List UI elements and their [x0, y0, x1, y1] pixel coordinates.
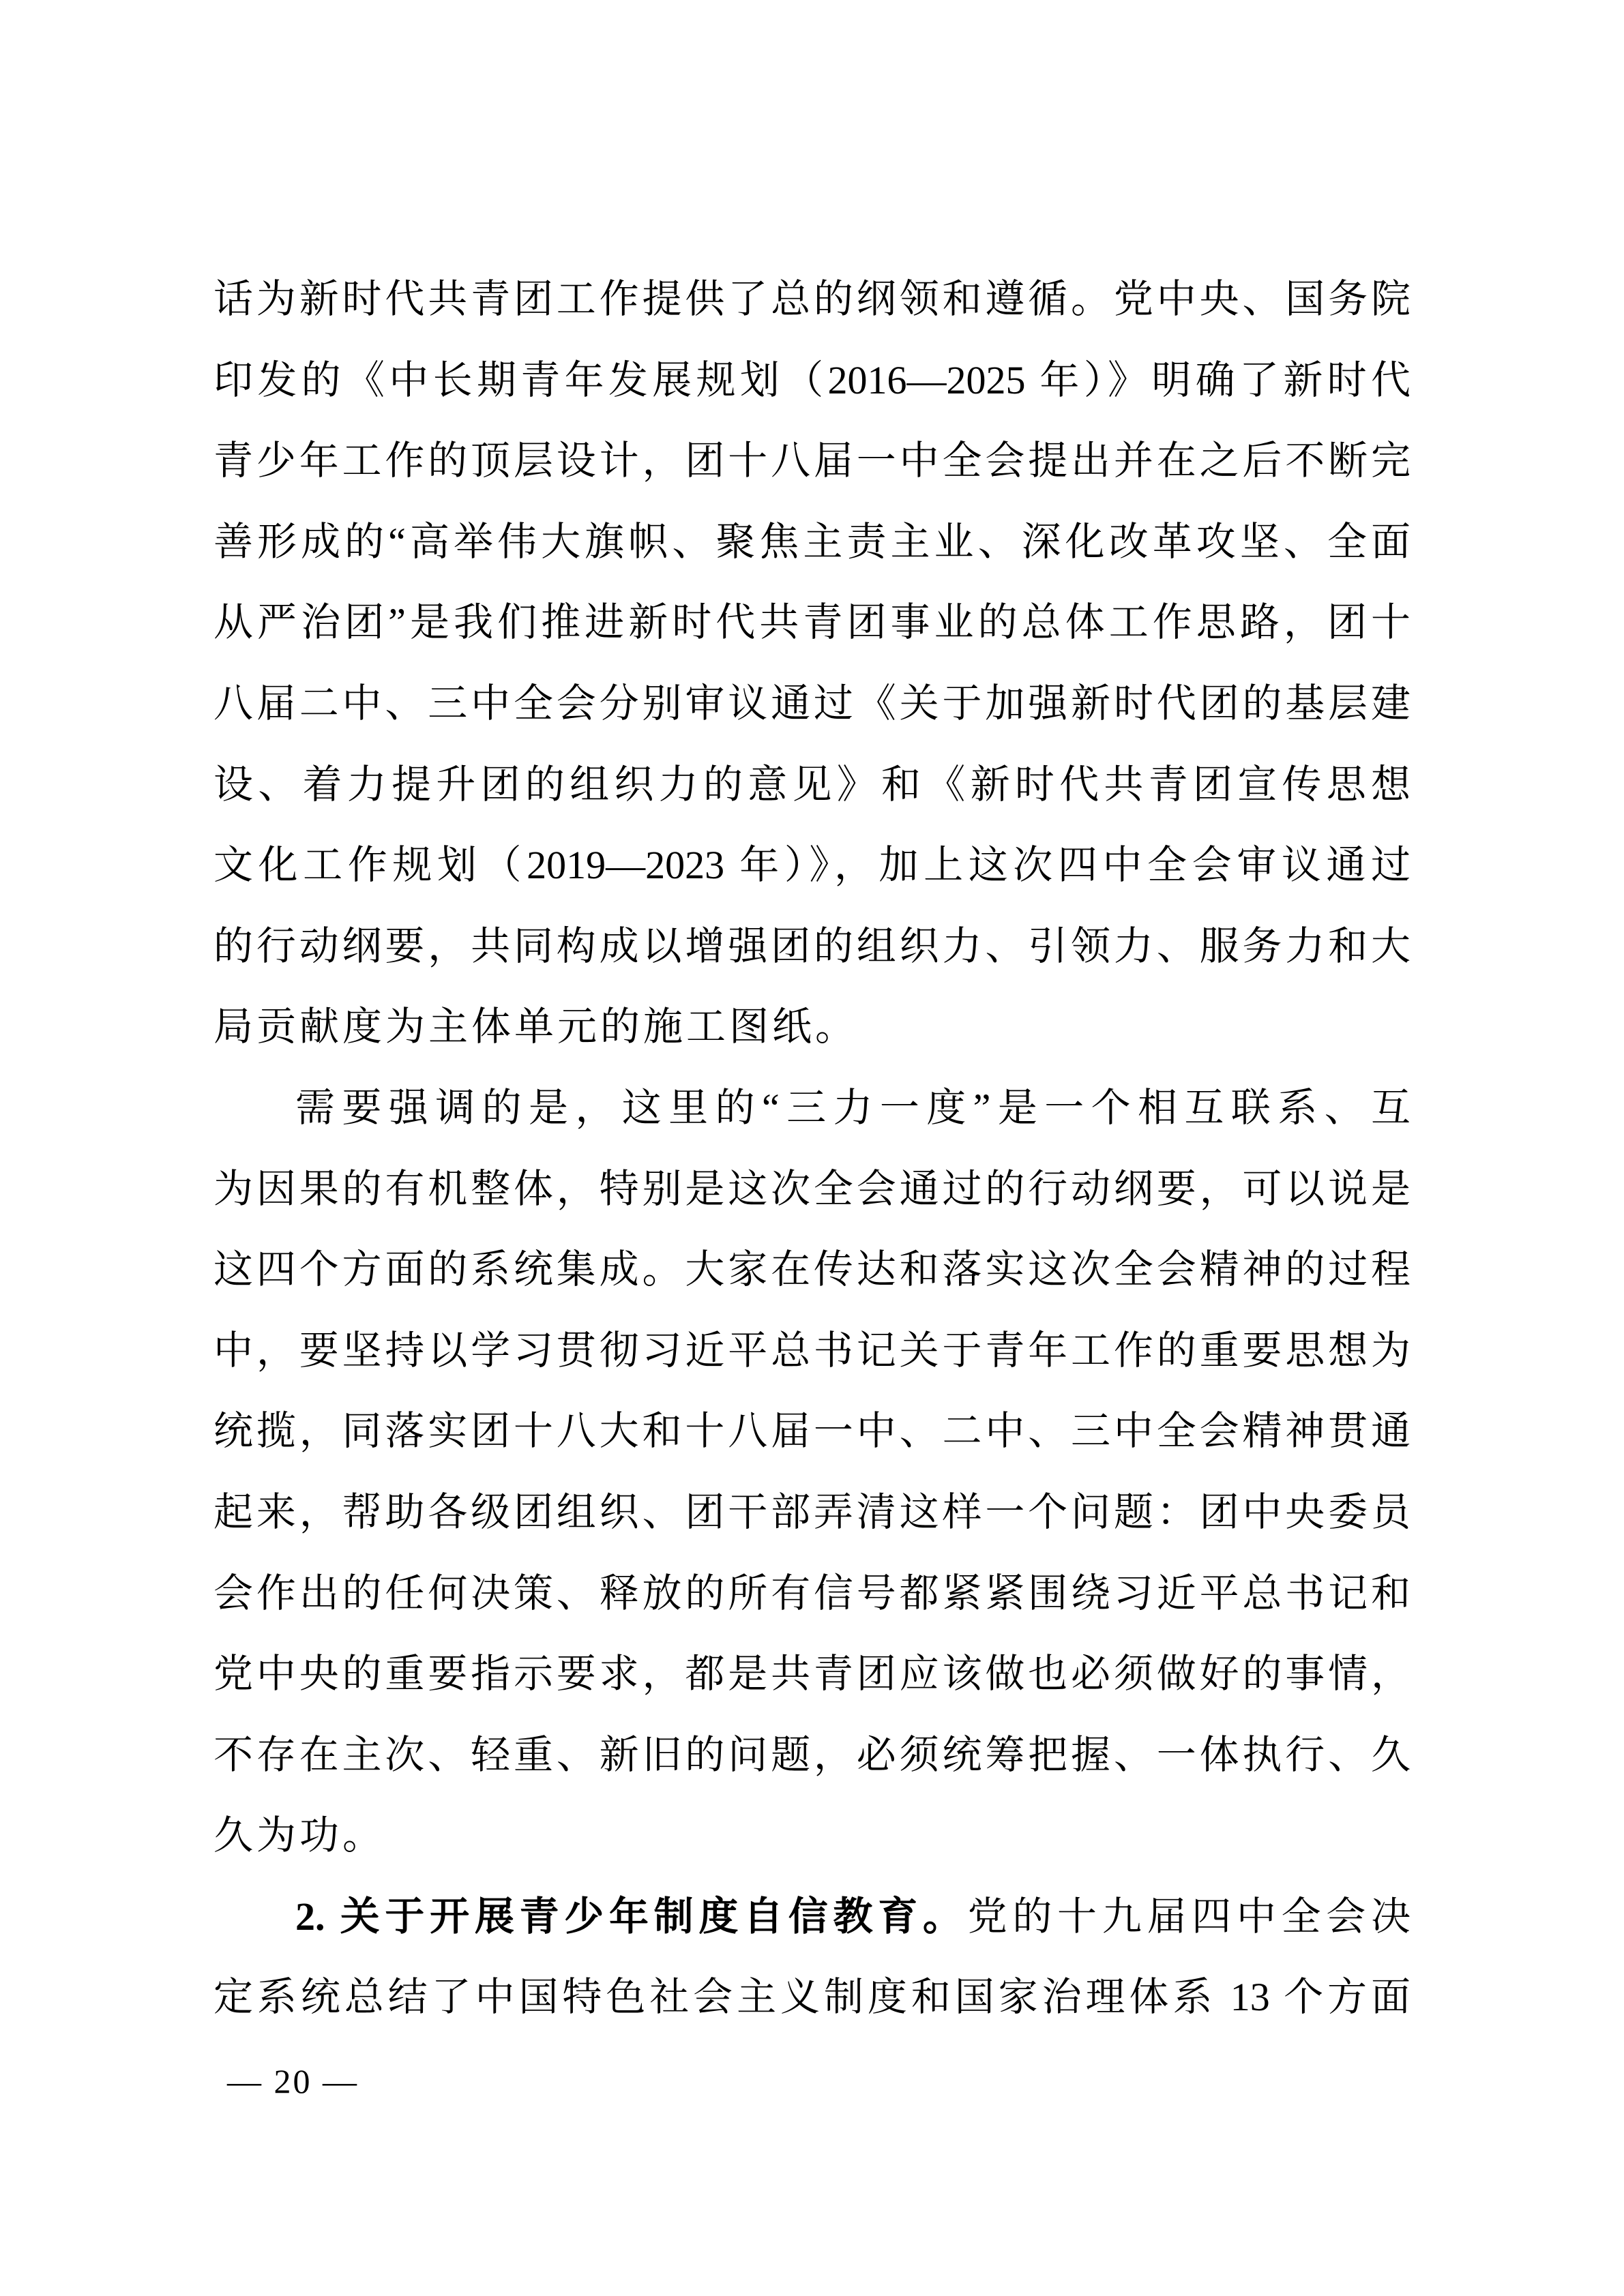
body-text: 善形成的“高举伟大旗帜、聚焦主责主业、深化改革攻坚、全面: [213, 519, 1411, 564]
body-text: 不存在主次、轻重、新旧的问题，必须统筹把握、一体执行、久: [213, 1732, 1411, 1777]
body-text: 党的十九届四中全会决: [967, 1894, 1411, 1939]
body-text: 会作出的任何决策、释放的所有信号都紧紧围绕习近平总书记和: [213, 1570, 1411, 1615]
body-text: 中，要坚持以学习贯彻习近平总书记关于青年工作的重要思想为: [213, 1328, 1411, 1373]
body-text: 话为新时代共青团工作提供了总的纲领和遵循。党中央、国务院: [213, 277, 1411, 321]
body-text: 为因果的有机整体，特别是这次全会通过的行动纲要，可以说是: [213, 1166, 1411, 1211]
page-number: — 20 —: [227, 2062, 359, 2100]
body-text: 局贡献度为主体单元的施工图纸。: [213, 1004, 859, 1049]
text-line: [213, 1634, 1411, 1715]
body-text: 党中央的重要指示要求，都是共青团应该做也必须做好的事情，: [213, 1652, 1411, 1697]
text-line: [213, 502, 1411, 583]
text-line: [213, 1877, 1411, 1958]
text-line: [213, 259, 1411, 340]
text-line: [213, 745, 1411, 826]
body-text: 定系统总结了中国特色社会主义制度和国家治理体系 13 个方面: [213, 1975, 1411, 2020]
text-line: [213, 987, 1411, 1068]
text-line: [213, 421, 1411, 502]
text-line: [213, 1715, 1411, 1796]
heading-text: 2. 关于开展青少年制度自信教育。: [295, 1894, 968, 1939]
text-line: [213, 906, 1411, 987]
body-text: 需要强调的是，这里的“三力一度”是一个相互联系、互: [295, 1085, 1411, 1130]
body-text: 这四个方面的系统集成。大家在传达和落实这次全会精神的过程: [213, 1247, 1411, 1292]
body-text: 八届二中、三中全会分别审议通过《关于加强新时代团的基层建: [213, 681, 1411, 726]
text-line: [213, 1068, 1411, 1149]
body-text: 从严治团”是我们推进新时代共青团事业的总体工作思路，团十: [213, 600, 1411, 645]
body-text: 文化工作规划（2019—2023 年）》，加上这次四中全会审议通过: [213, 843, 1411, 888]
body-text: 起来，帮助各级团组织、团干部弄清这样一个问题：团中央委员: [213, 1489, 1411, 1534]
body-text: 久为功。: [213, 1813, 386, 1858]
text-line: [213, 582, 1411, 664]
document-body: [213, 259, 1411, 2038]
text-line: [213, 1472, 1411, 1553]
text-line: [213, 825, 1411, 906]
text-line: [213, 1311, 1411, 1392]
text-line: [213, 1229, 1411, 1311]
text-line: [213, 1553, 1411, 1635]
body-text: 统揽，同落实团十八大和十八届一中、二中、三中全会精神贯通: [213, 1409, 1411, 1454]
text-line: [213, 1149, 1411, 1230]
text-line: [213, 1957, 1411, 2038]
body-text: 的行动纲要，共同构成以增强团的组织力、引领力、服务力和大: [213, 923, 1411, 968]
body-text: 青少年工作的顶层设计，团十八届一中全会提出并在之后不断完: [213, 438, 1411, 483]
text-line: [213, 340, 1411, 421]
text-line: [213, 1391, 1411, 1472]
text-line: [213, 664, 1411, 745]
body-text: 设、着力提升团的组织力的意见》和《新时代共青团宣传思想: [213, 762, 1411, 807]
text-line: [213, 1795, 1411, 1877]
body-text: 印发的《中长期青年发展规划（2016—2025 年）》明确了新时代: [213, 357, 1411, 402]
